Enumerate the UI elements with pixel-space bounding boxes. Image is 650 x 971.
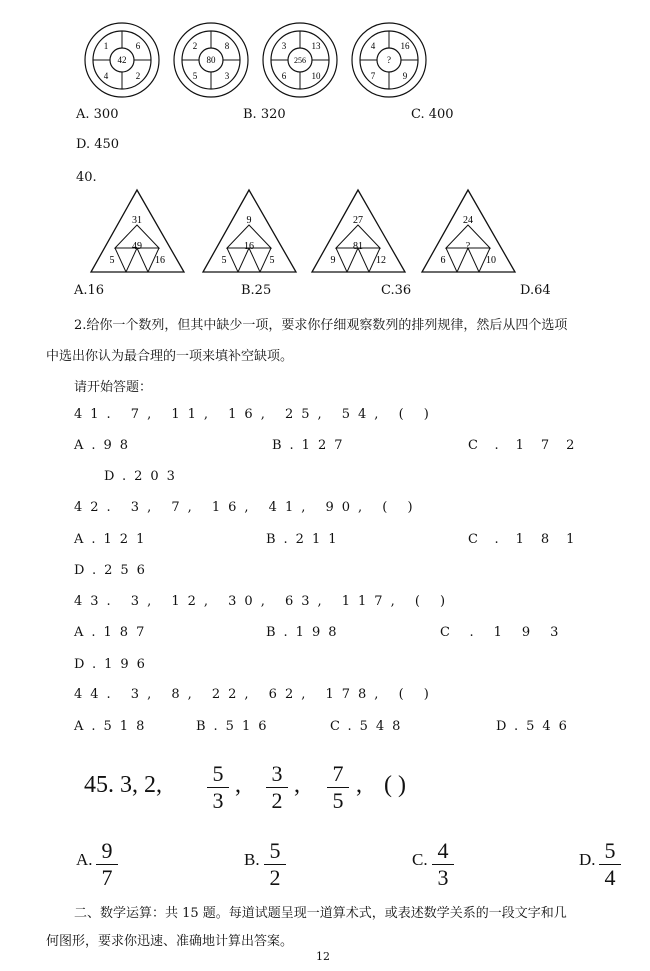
- circle-1-center: 42: [117, 55, 127, 65]
- tri-1-top: 31: [132, 215, 142, 226]
- q45-option-a-den: 7: [101, 865, 113, 890]
- q41-stem: 41. 7, 11, 16, 25, 54, ( ): [74, 407, 437, 422]
- q45-option-d-den: 4: [604, 865, 616, 890]
- circle-2-tr: 8: [224, 41, 230, 51]
- q44-option-a: A.518: [74, 719, 153, 734]
- q44-option-d: D.546: [496, 719, 575, 734]
- section2-intro-line1: 2.给你一个数列，但其中缺少一项，要求你仔细观察数列的排列规律，然后从四个选项: [74, 318, 568, 333]
- section3-line2: 何图形，要求你迅速、准确地计算出答案。: [46, 934, 294, 949]
- tri-4-right: 10: [486, 255, 496, 266]
- q45-option-a-num: 9: [101, 838, 113, 863]
- circle-4-center: ?: [387, 55, 391, 65]
- q45-comma-1: ,: [235, 772, 241, 798]
- circle-3-center: 256: [294, 56, 306, 65]
- circle-1-bl: 4: [103, 71, 109, 81]
- tri-1-mid: 49: [132, 241, 142, 252]
- tri-3-mid: 81: [353, 241, 363, 252]
- circle-figure-3: [263, 23, 337, 97]
- q43-stem: 43. 3, 12, 30, 63, 117, ( ): [74, 594, 454, 609]
- tri-2-right: 5: [269, 255, 275, 266]
- section2-start: 请开始答题：: [74, 380, 153, 395]
- circle-3-br: 10: [311, 71, 321, 81]
- circle-3-bl: 6: [281, 71, 287, 81]
- circle-4-bl: 7: [370, 71, 376, 81]
- q40-option-a: A.16: [74, 283, 105, 298]
- circle-4-tl: 4: [370, 41, 376, 51]
- q40-triangles-figure: [80, 188, 530, 278]
- q39-circles-figure: [80, 18, 440, 102]
- q40-number: 40.: [76, 170, 97, 185]
- q39-option-c: C. 400: [411, 107, 454, 122]
- q45-option-c-den: 3: [437, 865, 449, 890]
- q45-blank: ( ): [384, 772, 406, 798]
- circle-2-bl: 5: [192, 71, 198, 81]
- circle-figure-4: [352, 23, 426, 97]
- q45-frac-2: [266, 763, 288, 812]
- q45-comma-2: ,: [294, 772, 300, 798]
- q45-option-b-den: 2: [269, 865, 281, 890]
- q43-option-b: B.198: [266, 625, 345, 640]
- q40-option-d: D.64: [520, 283, 551, 298]
- q42-option-c: C.181: [468, 532, 592, 547]
- circle-1-br: 2: [135, 71, 141, 81]
- q41-option-a: A.98: [74, 438, 137, 453]
- circle-1-tr: 6: [135, 41, 141, 51]
- q45-frac-3-den: 5: [332, 788, 344, 813]
- circle-2-tl: 2: [192, 41, 198, 51]
- q39-option-a: A. 300: [76, 107, 119, 122]
- q41-option-c: C.172: [468, 438, 592, 453]
- q42-stem: 42. 3, 7, 16, 41, 90, ( ): [74, 500, 421, 515]
- q45-lead: 45. 3, 2,: [84, 772, 162, 798]
- tri-3-right: 12: [376, 255, 386, 266]
- q45-frac-3-num: 7: [332, 761, 344, 786]
- q45-comma-3: ,: [356, 772, 362, 798]
- q39-option-d: D. 450: [76, 137, 120, 152]
- circle-3-tr: 13: [311, 41, 321, 51]
- q45-frac-1-num: 5: [212, 761, 224, 786]
- circle-1-tl: 1: [103, 41, 109, 51]
- q43-option-a: A.187: [74, 625, 153, 640]
- tri-2-mid: 16: [244, 241, 254, 252]
- q43-option-d: D.196: [74, 657, 153, 672]
- q45-option-a-frac: [96, 840, 118, 889]
- q45-frac-1-den: 3: [212, 788, 224, 813]
- q42-option-b: B.211: [266, 532, 345, 547]
- q43-option-c: C.193: [440, 625, 579, 640]
- triangle-figure-4: [422, 190, 515, 272]
- circle-4-br: 9: [402, 71, 408, 81]
- tri-4-left: 6: [440, 255, 446, 266]
- q40-option-b: B.25: [241, 283, 272, 298]
- q45-option-a-label: A.: [76, 850, 93, 869]
- q41-option-d: D.203: [104, 469, 183, 484]
- triangle-figure-3: [312, 190, 405, 272]
- triangle-figure-1: [91, 190, 184, 272]
- tri-2-top: 9: [246, 215, 252, 226]
- tri-2-left: 5: [221, 255, 227, 266]
- q45-option-d-frac: [599, 840, 621, 889]
- q44-option-b: B.516: [196, 719, 275, 734]
- tri-4-top: 24: [463, 215, 473, 226]
- q45-option-d-label: D.: [579, 850, 596, 869]
- tri-1-left: 5: [109, 255, 115, 266]
- q45-option-b-num: 5: [269, 838, 281, 863]
- circle-3-tl: 3: [281, 41, 287, 51]
- triangle-figure-2: [203, 190, 296, 272]
- circle-figure-1: [85, 23, 159, 97]
- q45-option-b-label: B.: [244, 850, 260, 869]
- circle-2-br: 3: [224, 71, 230, 81]
- tri-3-left: 9: [330, 255, 336, 266]
- q45-frac-2-num: 3: [271, 761, 283, 786]
- q45-frac-3: [327, 763, 349, 812]
- q45-frac-1: [207, 763, 229, 812]
- q45-option-c-label: C.: [412, 850, 428, 869]
- circle-figure-2: [174, 23, 248, 97]
- q40-option-c: C.36: [381, 283, 412, 298]
- q42-option-a: A.121: [74, 532, 153, 547]
- q44-stem: 44. 3, 8, 22, 62, 178, ( ): [74, 687, 437, 702]
- q44-option-c: C.548: [330, 719, 409, 734]
- q41-option-b: B.127: [272, 438, 351, 453]
- section2-intro-line2: 中选出你认为最合理的一项来填补空缺项。: [46, 349, 294, 364]
- circle-4-tr: 16: [400, 41, 410, 51]
- page-number: 12: [316, 950, 330, 963]
- q45-option-c-num: 4: [437, 838, 449, 863]
- q45-option-c-frac: [432, 840, 454, 889]
- q42-option-d: D.256: [74, 563, 153, 578]
- circle-2-center: 80: [206, 55, 216, 65]
- q45-frac-2-den: 2: [271, 788, 283, 813]
- tri-4-mid: ?: [465, 241, 471, 252]
- tri-1-right: 16: [155, 255, 165, 266]
- q45-option-d-num: 5: [604, 838, 616, 863]
- q45-option-b-frac: [264, 840, 286, 889]
- tri-3-top: 27: [353, 215, 363, 226]
- section3-line1: 二、数学运算：共 15 题。每道试题呈现一道算术式，或表述数学关系的一段文字和几: [74, 906, 567, 921]
- q39-option-b: B. 320: [243, 107, 286, 122]
